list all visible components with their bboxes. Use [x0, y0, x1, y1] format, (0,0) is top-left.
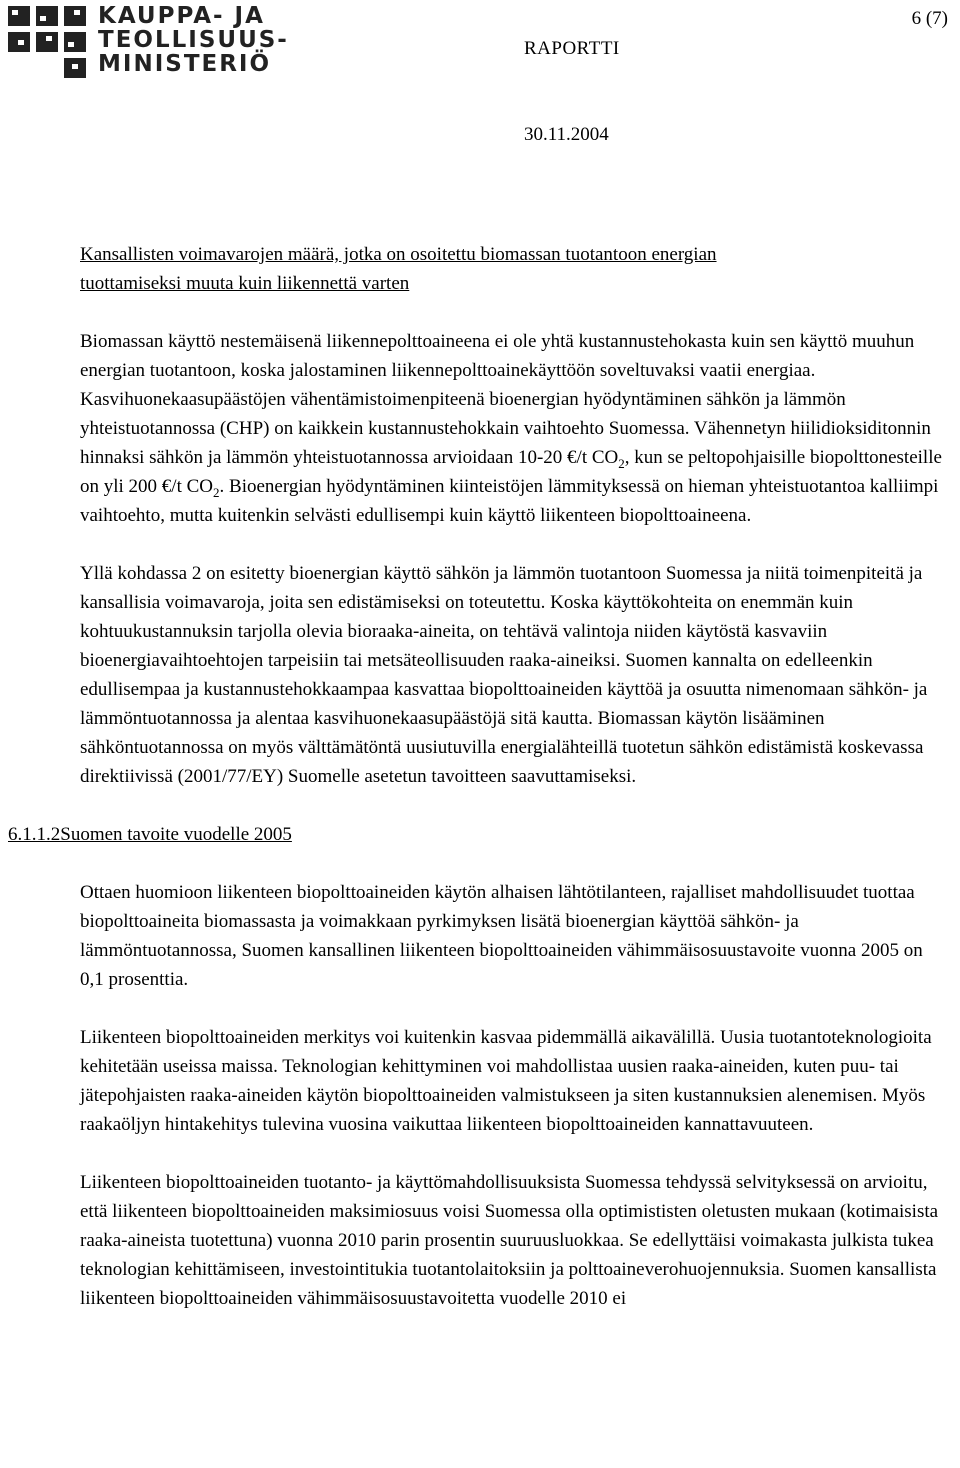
- subscript: 2: [618, 455, 625, 471]
- logo-line-3: MINISTERIÖ: [98, 51, 272, 77]
- report-date: 30.11.2004: [524, 124, 609, 145]
- paragraph-text: Biomassan käyttö nestemäisenä liikennepolttoaineena ei ole yhtä kustannustehokasta kuin sen käyttö muuhun energian tuotantoon, koska jalostaminen liikennepolttoainekäyttöön soveltuvaksi vaatii energiaa. Kasvihuonekaasupäästöjen vähentämistoimenpiteenä bioenergian hyödyntäminen sähkön ja lämmön yhteistuotannossa (CHP) on kaikkein kustannustehokkain vaihtoehto Suomessa. Vähennetyn hiilidioksiditonnin hinnaksi sähkön ja lämmön yhteistuotannossa arvioidaan 10-20 €/t CO: [80, 331, 931, 468]
- paragraph-text: . Bioenergian hyödyntäminen kiinteistöjen lämmityksessä on hieman yhteistuotantoa kalliimpi vaihtoehto, mutta kuitenkin selvästi edullisempi kuin käyttö liikenteen biopolttoaineena.: [80, 476, 939, 526]
- paragraph-study-2010: Liikenteen biopolttoaineiden tuotanto- ja käyttömahdollisuuksista Suomessa tehdyssä selvityksessä on arvioitu, että liikenteen biopolttoaineiden maksimiosuus voisi Suomessa olla optimististen oletusten mukaan (kotimaisista raaka-aineista tuotettuna) vuonna 2010 parin prosentin suuruusluokkaa. Se edellyttäisi voimakasta julkista tukea teknologian kehittämiseen, investointitukia tuotantolaitoksiin ja polttoaineverohuojennuksia. Suomen kansallista liikenteen biopolttoaineiden vähimmäisosuustavoitetta vuodelle 2010 ei: [80, 1172, 939, 1309]
- paragraph-long-term: Liikenteen biopolttoaineiden merkitys voi kuitenkin kasvaa pidemmällä aikavälillä. Uusia tuotantoteknologioita kehitetään useissa maissa. Teknologian kehittyminen voi mahdollistaa uusien raaka-aineiden, kuten puu- tai jätepohjaisten raaka-aineiden käytön biopolttoaineiden valmistukseen ja siten kustannuksien alenemisen. Myös raakaöljyn hintakehitys tulevina vuosina vaikuttaa liikenteen biopolttoaineiden kannattavuuteen.: [80, 1027, 932, 1135]
- report-type: RAPORTTI: [524, 38, 620, 59]
- logo-text: [98, 4, 289, 76]
- section-heading-line-1: Kansallisten voimavarojen määrä, jotka on osoitettu biomassan tuotantoon energian: [80, 244, 717, 265]
- page-number: 6 (7): [911, 8, 948, 29]
- section-heading-target-2005: 6.1.1.2Suomen tavoite vuodelle 2005: [8, 824, 292, 845]
- logo-squares-icon: [8, 6, 86, 78]
- subscript: 2: [213, 484, 220, 500]
- section-heading-resources: [80, 240, 950, 298]
- paragraph-cost-efficiency: [80, 327, 950, 530]
- section-heading-line-2: tuottamiseksi muuta kuin liikennettä varten: [80, 273, 410, 294]
- paragraph-text: , kun se peltopohjaisille biopolttonesteille on yli 200 €/t CO: [80, 447, 942, 497]
- document-body: [8, 240, 950, 1313]
- logo-line-1: KAUPPA- JA: [98, 3, 265, 29]
- paragraph-target-2005: Ottaen huomioon liikenteen biopolttoaineiden käytön alhaisen lähtötilanteen, rajalliset mahdollisuudet tuottaa biopolttoaineita biomassasta ja voimakkaan pyrkimyksen lisätä bioenergian käyttöä sähkön- ja lämmöntuotannossa, Suomen kansallinen liikenteen biopolttoaineiden vähimmäisosuustavoite vuonna 2005 on 0,1 prosenttia.: [80, 882, 923, 990]
- paragraph-chp-usage: Yllä kohdassa 2 on esitetty bioenergian käyttö sähkön ja lämmön tuotantoon Suomessa ja niitä toimenpiteitä ja kansallisia voimavaroja, joita sen edistämiseksi on toteutettu. Koska käyttökohteita on enemmän kuin kohtuukustannuksin tarjolla olevia bioraaka-aineita, on tehtävä valintoja niiden käytöstä kasvaviin bioenergiavaihtoehtojen tarpeisiin tai metsäteollisuuden raaka-aineiksi. Suomen kannalta on edelleenkin edullisempaa ja kustannustehokkaampaa kasvattaa biopolttoaineiden käyttöä ja osuutta nimenomaan sähkön- ja lämmöntuotannossa ja alentaa kasvihuonekaasupäästöjä sitä kautta. Biomassan käytön lisääminen sähköntuotannossa on myös välttämätöntä uusiutuvilla energialähteillä tuotetun sähkön edistämistä koskevassa direktiivissä (2001/77/EY) Suomelle asetetun tavoitteen saavuttamiseksi.: [80, 563, 928, 787]
- logo-line-2: TEOLLISUUS-: [98, 27, 289, 53]
- ministry-logo: [8, 3, 289, 78]
